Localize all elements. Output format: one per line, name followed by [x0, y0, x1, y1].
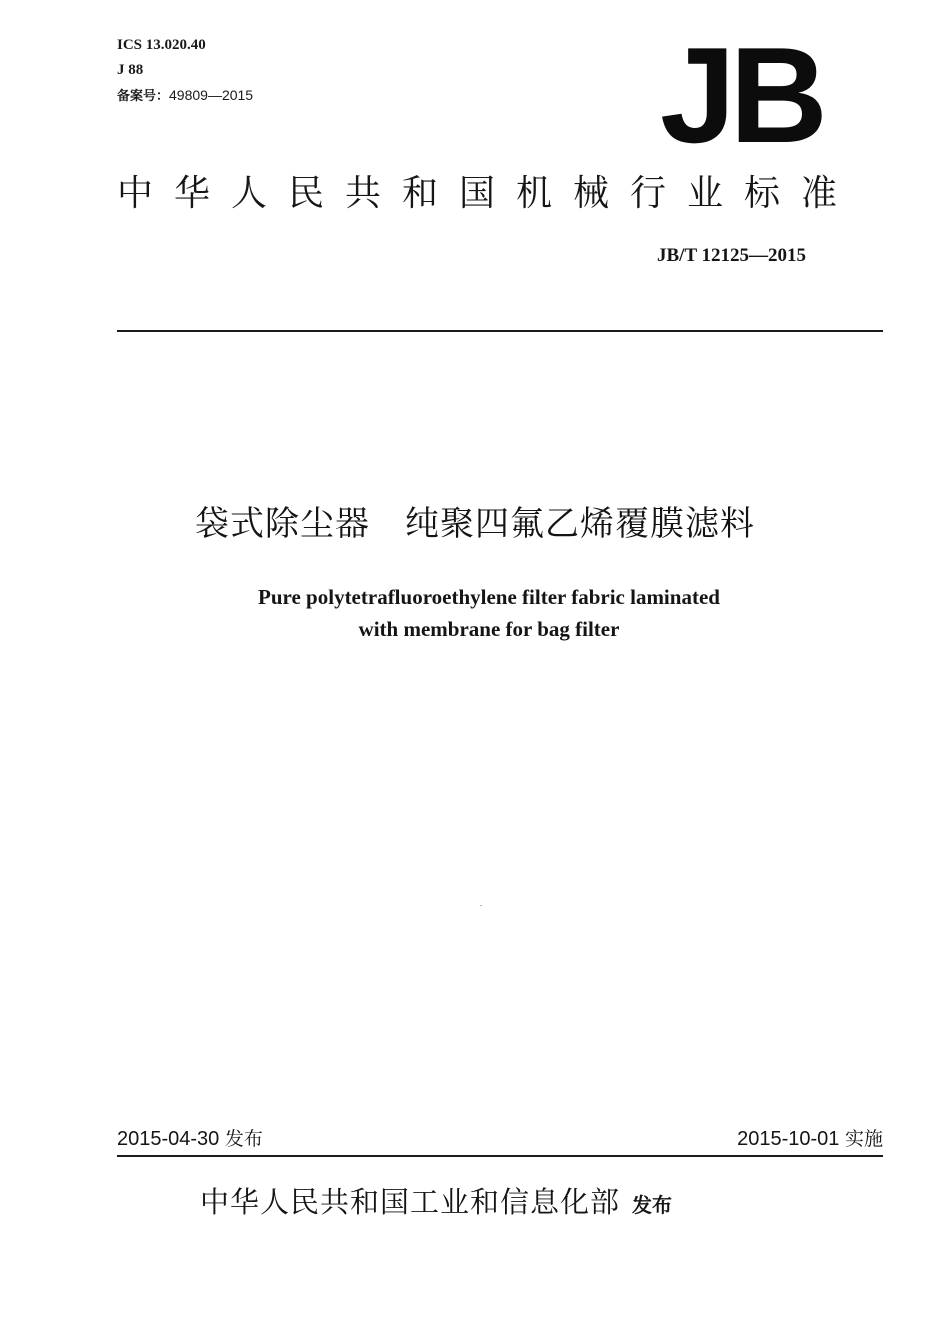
standard-number: [657, 244, 806, 268]
scan-speck: [480, 905, 482, 906]
publisher-action: 发布: [632, 1193, 673, 1217]
issue-date: [117, 1124, 263, 1154]
top-divider: [117, 330, 883, 332]
record-number-line: [117, 87, 253, 105]
ics-code: ICS 13.020.40: [117, 37, 206, 53]
ccs-code: J 88: [117, 62, 144, 78]
publisher-organization: 中华人民共和国工业和信息化部: [200, 1185, 621, 1219]
implement-date-label: 实施: [844, 1128, 883, 1150]
publisher: [200, 1180, 672, 1227]
implement-date-value: 2015-10-01: [737, 1128, 840, 1150]
issue-date-value: 2015-04-30: [117, 1128, 220, 1150]
issue-date-label: 发布: [224, 1128, 263, 1150]
jb-logo: JB: [660, 19, 822, 171]
industry-standard-heading: 中华人民共和国机械行业标准: [117, 173, 859, 214]
dates-row: [117, 1124, 883, 1154]
standard-number-text: JB/T 12125—2015: [657, 245, 807, 266]
implement-date: [737, 1124, 883, 1154]
record-number-value: 49809—2015: [169, 87, 254, 103]
bottom-divider: [117, 1155, 883, 1157]
title-english-line-1: Pure polytetrafluoroethylene filter fabric laminated: [258, 585, 720, 609]
title-chinese: 袋式除尘器 纯聚四氟乙烯覆膜滤料: [195, 504, 755, 544]
title-english-line-2: with membrane for bag filter: [358, 617, 620, 641]
record-number-label: 备案号：: [117, 89, 170, 104]
